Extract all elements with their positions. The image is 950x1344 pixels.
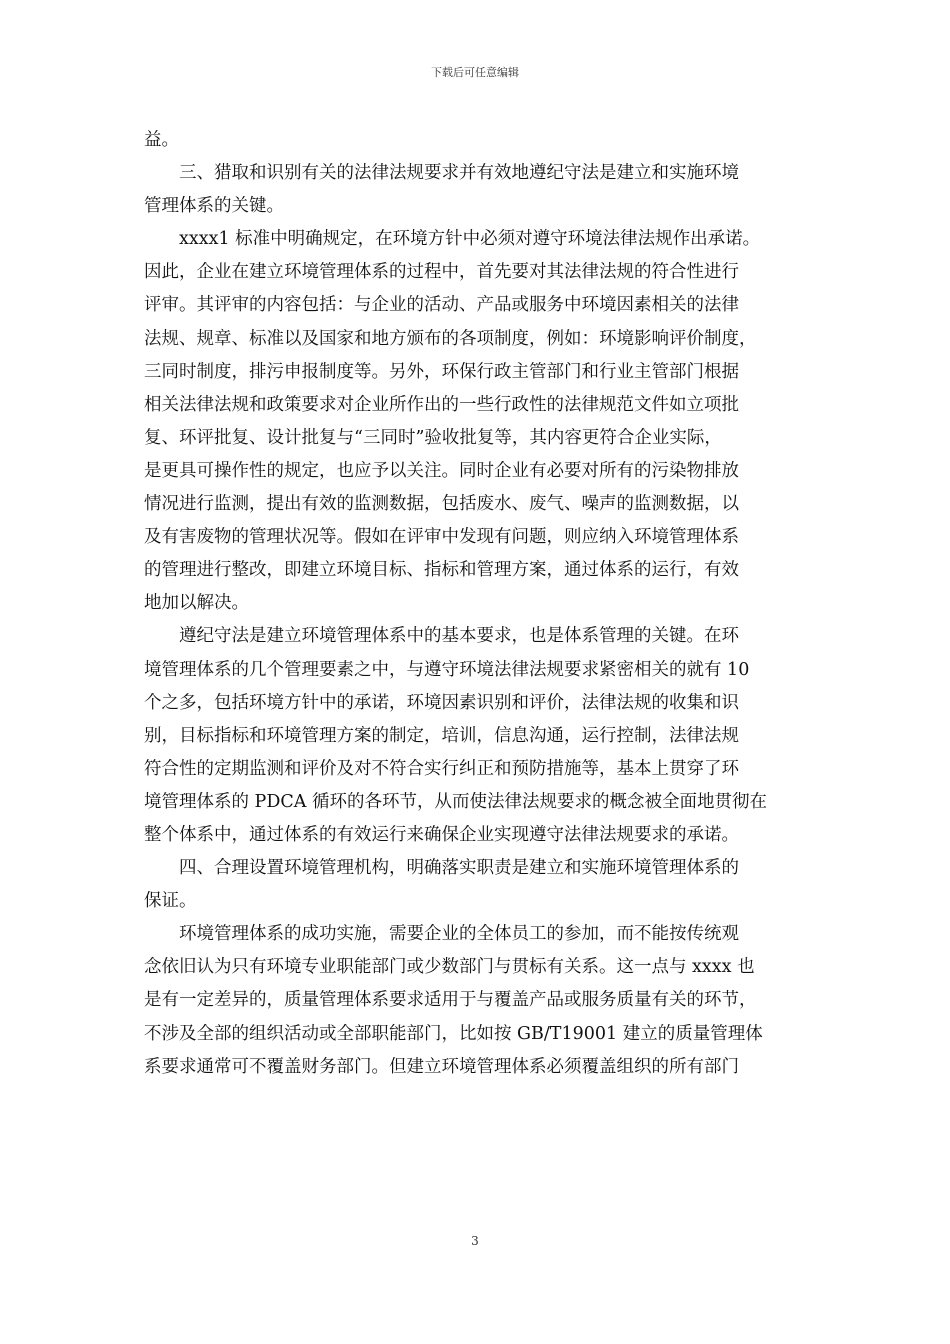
text-line: 系要求通常可不覆盖财务部门。但建立环境管理体系必须覆盖组织的所有部门 xyxy=(144,1056,739,1077)
document-body xyxy=(144,124,806,1084)
text-line: 情况进行监测，提出有效的监测数据，包括废水、废气、噪声的监测数据，以 xyxy=(144,494,739,515)
text-line: 个之多，包括环境方针中的承诺，环境因素识别和评价，法律法规的收集和识 xyxy=(144,692,739,713)
text-line: 及有害废物的管理状况等。假如在评审中发现有问题，则应纳入环境管理体系 xyxy=(144,527,739,548)
text-line: 三同时制度，排污申报制度等。另外，环保行政主管部门和行业主管部门根据 xyxy=(144,361,739,382)
text-line: 法规、规章、标准以及国家和地方颁布的各项制度，例如：环境影响评价制度， xyxy=(144,328,757,349)
text-line: 环境管理体系的成功实施，需要企业的全体员工的参加，而不能按传统观 xyxy=(179,924,739,945)
text-line: 三、猎取和识别有关的法律法规要求并有效地遵纪守法是建立和实施环境 xyxy=(179,163,739,184)
text-line: 别，目标指标和环境管理方案的制定，培训，信息沟通，运行控制，法律法规 xyxy=(144,725,739,746)
text-line: 境管理体系的 PDCA 循环的各环节，从而使法律法规要求的概念被全面地贯彻在 xyxy=(144,791,767,812)
text-line: 不涉及全部的组织活动或全部职能部门，比如按 GB/T19001 建立的质量管理体 xyxy=(144,1023,763,1044)
text-line: 境管理体系的几个管理要素之中，与遵守环境法律法规要求紧密相关的就有 10 xyxy=(144,659,750,680)
text-line: 复、环评批复、设计批复与“三同时”验收批复等，其内容更符合企业实际， xyxy=(144,427,722,448)
text-line: 益。 xyxy=(144,130,179,150)
text-line: 地加以解决。 xyxy=(144,593,249,614)
text-line: 因此，企业在建立环境管理体系的过程中，首先要对其法律法规的符合性进行 xyxy=(144,262,739,283)
text-line: 相关法律法规和政策要求对企业所作出的一些行政性的法律规范文件如立项批 xyxy=(144,394,739,415)
text-line: 符合性的定期监测和评价及对不符合实行纠正和预防措施等，基本上贯穿了环 xyxy=(144,758,739,779)
page-header: 下载后可任意编辑 xyxy=(431,66,519,79)
text-line: 遵纪守法是建立环境管理体系中的基本要求，也是体系管理的关键。在环 xyxy=(179,626,739,647)
text-line: 是有一定差异的，质量管理体系要求适用于与覆盖产品或服务质量有关的环节， xyxy=(144,990,757,1011)
text-line: 四、合理设置环境管理机构，明确落实职责是建立和实施环境管理体系的 xyxy=(179,858,739,879)
text-line: 评审。其评审的内容包括：与企业的活动、产品或服务中环境因素相关的法律 xyxy=(144,295,739,316)
page-number: 3 xyxy=(471,1234,479,1248)
text-line: 管理体系的关键。 xyxy=(144,196,284,217)
text-line: 的管理进行整改，即建立环境目标、指标和管理方案，通过体系的运行，有效 xyxy=(144,560,739,581)
text-line: 保证。 xyxy=(144,891,197,912)
text-line: 整个体系中，通过体系的有效运行来确保企业实现遵守法律法规要求的承诺。 xyxy=(144,824,739,845)
text-line: xxxx1 标准中明确规定，在环境方针中必须对遵守环境法律法规作出承诺。 xyxy=(179,229,761,250)
text-line: 念依旧认为只有环境专业职能部门或少数部门与贯标有关系。这一点与 xxxx 也 xyxy=(144,957,755,978)
text-line: 是更具可操作性的规定，也应予以关注。同时企业有必要对所有的污染物排放 xyxy=(144,460,739,481)
